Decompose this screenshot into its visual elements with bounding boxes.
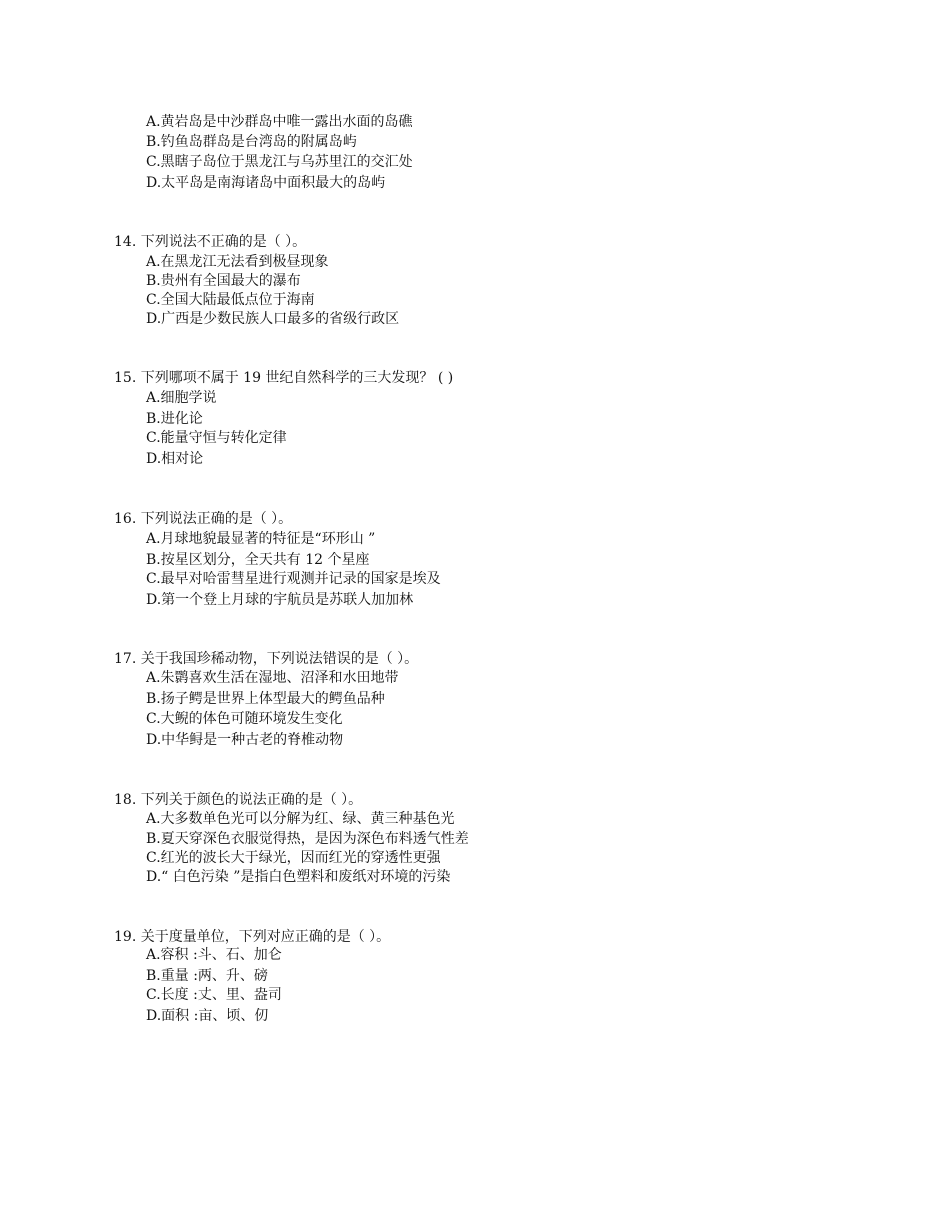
option-c: C.红光的波长大于绿光，因而红光的穿透性更强 [146,850,441,866]
option-b: B.进化论 [146,411,203,427]
option-a: A.细胞学说 [146,390,217,406]
option-c: C.能量守恒与转化定律 [146,430,287,446]
option-d: D.面积 :亩、顷、仞 [146,1008,269,1024]
option-c: C.最早对哈雷彗星进行观测并记录的国家是埃及 [146,571,441,587]
option-a: A.月球地貌最显著的特征是“环形山 ” [146,531,376,547]
option-d: D.中华鲟是一种古老的脊椎动物 [146,732,344,748]
question-prompt: 18. 下列关于颜色的说法正确的是（ ）。 [114,792,363,808]
option-a: A.容积 :斗、石、加仑 [146,947,282,963]
question-prompt: 19. 关于度量单位，下列对应正确的是（ ）。 [114,929,391,945]
question-prompt: 15. 下列哪项不属于 19 世纪自然科学的三大发现？ ( ) [114,370,454,386]
option-d: D.太平岛是南海诸岛中面积最大的岛屿 [146,175,386,191]
option-d: D.广西是少数民族人口最多的省级行政区 [146,311,400,327]
option-a: A.在黑龙江无法看到极昼现象 [146,254,329,270]
question-prompt: 17. 关于我国珍稀动物，下列说法错误的是（ ）。 [114,651,419,667]
option-d: D.第一个登上月球的宇航员是苏联人加加林 [146,592,414,608]
option-a: A.黄岩岛是中沙群岛中唯一露出水面的岛礁 [146,114,413,130]
option-c: C.黑瞎子岛位于黑龙江与乌苏里江的交汇处 [146,154,413,170]
option-b: B.按星区划分，全天共有 12 个星座 [146,552,370,568]
option-a: A.朱鹮喜欢生活在湿地、沼泽和水田地带 [146,670,399,686]
option-a: A.大多数单色光可以分解为红、绿、黄三种基色光 [146,811,455,827]
option-c: C.大鲵的体色可随环境发生变化 [146,711,343,727]
option-c: C.全国大陆最低点位于海南 [146,292,315,308]
option-b: B.夏天穿深色衣服觉得热，是因为深色布料透气性差 [146,831,469,847]
option-c: C.长度 :丈、里、盎司 [146,987,282,1003]
option-d: D.相对论 [146,451,204,467]
option-b: B.重量 :两、升、磅 [146,968,268,984]
option-b: B.钓鱼岛群岛是台湾岛的附属岛屿 [146,134,357,150]
option-b: B.贵州有全国最大的瀑布 [146,273,301,289]
option-d: D.“ 白色污染 ”是指白色塑料和废纸对环境的污染 [146,869,451,885]
option-b: B.扬子鳄是世界上体型最大的鳄鱼品种 [146,691,385,707]
question-prompt: 14. 下列说法不正确的是（ ）。 [114,234,307,250]
question-prompt: 16. 下列说法正确的是（ ）。 [114,511,293,527]
